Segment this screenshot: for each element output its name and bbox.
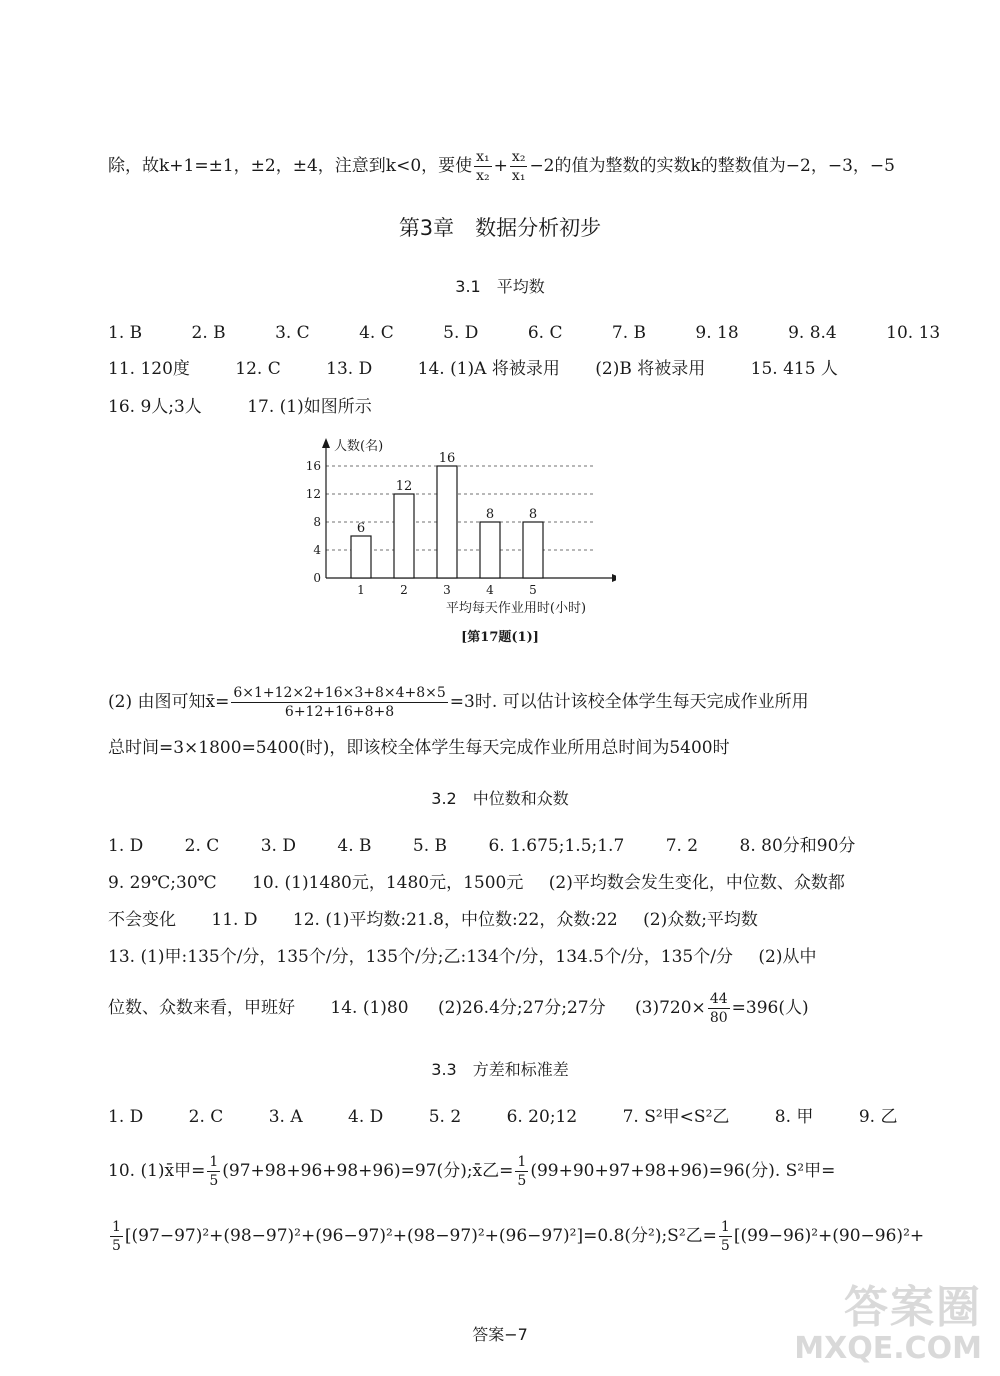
- mean-fraction: [231, 684, 447, 721]
- x-tick-label: 2: [400, 583, 408, 597]
- x-tick-label: 5: [529, 583, 537, 597]
- answer-item: 位数、众数来看，甲班好: [108, 998, 295, 1018]
- fraction-one-fifth: [207, 1153, 220, 1190]
- answer-item: 13. (1)甲:135个/分，135个/分，135个/分;乙:134个/分，134.5个/分，135个/分: [108, 947, 733, 967]
- answer-row: [108, 990, 809, 1027]
- x-axis-arrow: [612, 574, 616, 582]
- y-tick-label: 16: [305, 459, 321, 473]
- answer-item: 3. C: [275, 323, 310, 343]
- fraction-one-fifth: [515, 1153, 528, 1190]
- bar: [394, 494, 414, 578]
- intro-text-pre: 除，故k+1=±1，±2，±4，注意到k<0，要使: [108, 156, 473, 176]
- answer-item: 7. 2: [665, 836, 699, 856]
- frac-num: 1: [112, 1219, 121, 1235]
- answer-item: 3. A: [268, 1107, 303, 1127]
- answer-row: [108, 1153, 835, 1190]
- answer-item: 4. D: [348, 1107, 384, 1127]
- fraction-one-fifth: [110, 1218, 123, 1255]
- answer-item: (2)26.4分;27分;27分: [437, 998, 606, 1018]
- fraction-one-fifth: [719, 1218, 732, 1255]
- frac-den: x₁: [511, 168, 526, 184]
- x-tick-label: 4: [486, 583, 494, 597]
- y-tick-label: 12: [305, 487, 321, 501]
- frac-den: 5: [112, 1238, 121, 1254]
- answer-item: 13. D: [326, 359, 373, 379]
- section-title-3-2: 3.2 中位数和众数: [431, 789, 569, 808]
- frac-den: 6+12+16+8+8: [284, 704, 395, 720]
- answer-item: 17. (1)如图所示: [247, 397, 372, 417]
- x-tick-label: 1: [357, 583, 365, 597]
- answer-row: [108, 1106, 897, 1128]
- x-tick-label: 3: [443, 583, 451, 597]
- answer-row: [108, 835, 855, 857]
- answer-item: [(99−96)²+(90−96)²+: [733, 1226, 925, 1246]
- answer-item: 7. S²甲<S²乙: [622, 1107, 730, 1127]
- answer-item: 8. 80分和90分: [739, 836, 856, 856]
- answer-row: [108, 1218, 924, 1255]
- bar: [437, 466, 457, 578]
- chart-caption: [第17题(1)]: [461, 630, 539, 645]
- answer-item: 9. 乙: [858, 1107, 898, 1127]
- section-title-3-1: 3.1 平均数: [455, 277, 545, 296]
- frac-den: 5: [720, 1238, 730, 1254]
- answer-item: 5. D: [443, 323, 479, 343]
- y-tick-label: 0: [313, 571, 321, 585]
- bar-chart: [296, 436, 616, 656]
- answer-item: 6. 1.675;1.5;1.7: [488, 836, 625, 856]
- answer-item: 2. B: [191, 323, 226, 343]
- answer-item: =396(人): [731, 998, 809, 1018]
- answer-item: 5. 2: [428, 1107, 462, 1127]
- frac-num: 1: [209, 1154, 219, 1170]
- bar-value-label: 8: [485, 507, 495, 522]
- bar-value-label: 6: [356, 521, 366, 536]
- frac-num: 6×1+12×2+16×3+8×4+8×5: [233, 685, 446, 701]
- chapter-title: 第3章 数据分析初步: [398, 216, 602, 240]
- y-tick-label: 4: [313, 543, 321, 557]
- intro-line: [108, 148, 895, 185]
- answer-row: [108, 358, 838, 380]
- answer-item: 9. 29℃;30℃: [108, 873, 217, 893]
- answer-row: [108, 396, 372, 418]
- y-tick-label: 8: [313, 515, 321, 529]
- frac-den: 5: [517, 1173, 527, 1189]
- answer-item: (2)B 将被录用: [595, 359, 706, 379]
- bar: [523, 522, 543, 578]
- answer-row: [108, 322, 940, 344]
- answer-item: (97+98+96+98+96)=97(分);x̄乙=: [222, 1161, 514, 1181]
- answer-item: 1. D: [108, 836, 144, 856]
- answer-item: 14. (1)80: [330, 998, 409, 1018]
- answer-item: 15. 415 人: [750, 359, 838, 379]
- answer-item: 6. C: [527, 323, 563, 343]
- frac-den: 80: [709, 1010, 728, 1026]
- answer-item: 3. D: [260, 836, 296, 856]
- answer-row: [108, 946, 816, 968]
- y-axis-arrow: [322, 438, 330, 448]
- answer-item: 14. (1)A 将被录用: [417, 359, 560, 379]
- answer-item: (2)众数;平均数: [643, 910, 758, 930]
- solution-line: 总时间=3×1800=5400(时)，即该校全体学生每天完成作业所用总时间为5400时: [108, 738, 730, 758]
- answer-item: 7. B: [611, 323, 646, 343]
- fraction-44-80: [708, 990, 730, 1027]
- answer-item: (2)平均数会发生变化，中位数、众数都: [548, 873, 845, 893]
- section-title-3-3: 3.3 方差和标准差: [431, 1060, 569, 1079]
- answer-item: 不会变化: [108, 910, 176, 930]
- answer-item: 11. D: [211, 910, 258, 930]
- plus-sign: +: [493, 156, 508, 176]
- fraction-x1-x2: [474, 148, 492, 185]
- frac-num: 1: [720, 1219, 730, 1235]
- bar-value-label: 8: [528, 507, 538, 522]
- answer-item: 11. 120度: [108, 359, 190, 379]
- bar: [351, 536, 371, 578]
- answer-item: 10. 13: [886, 323, 941, 343]
- answer-item: 9. 18: [695, 323, 739, 343]
- answer-item: (99+90+97+98+96)=96(分). S²甲=: [530, 1161, 836, 1181]
- watermark-text: 答案圈: [844, 1282, 982, 1333]
- x-axis-label: 平均每天作业用时(小时): [445, 601, 587, 616]
- answer-item: (2)从中: [758, 947, 817, 967]
- answer-item: 1. B: [108, 323, 143, 343]
- frac-num: x₁: [476, 149, 490, 165]
- frac-den: 5: [209, 1173, 219, 1189]
- answer-item: 10. (1)1480元，1480元，1500元: [252, 873, 524, 893]
- answer-item: 5. B: [412, 836, 448, 856]
- bar: [480, 522, 500, 578]
- answer-item: 4. B: [337, 836, 372, 856]
- intro-text-post: −2的值为整数的实数k的整数值为−2，−3，−5: [529, 156, 895, 176]
- answer-item: 12. C: [235, 359, 281, 379]
- frac-num: 1: [517, 1154, 527, 1170]
- watermark-logo: [794, 1284, 982, 1366]
- solution-text: (2) 由图可知x̄=: [108, 692, 230, 712]
- answer-item: 2. C: [188, 1107, 224, 1127]
- answer-item: 12. (1)平均数:21.8，中位数:22，众数:22: [292, 910, 618, 930]
- answer-item: 10. (1)x̄甲=: [108, 1161, 206, 1181]
- answer-item: 9. 8.4: [788, 323, 837, 343]
- solution-text: =3时. 可以估计该校全体学生每天完成作业所用: [449, 692, 809, 712]
- solution-line: [108, 684, 809, 721]
- answer-row: [108, 872, 845, 894]
- frac-num: x₂: [511, 149, 526, 165]
- answer-item: 2. C: [184, 836, 220, 856]
- answer-row: [108, 909, 758, 931]
- answer-item: 16. 9人;3人: [108, 397, 202, 417]
- answer-item: 6. 20;12: [506, 1107, 578, 1127]
- frac-den: x₂: [476, 168, 490, 184]
- answer-item: 1. D: [108, 1107, 144, 1127]
- watermark-url: MXQE.COM: [794, 1331, 982, 1366]
- frac-num: 44: [709, 991, 728, 1007]
- answer-item: (3)720×: [635, 998, 706, 1018]
- bar-value-label: 12: [395, 479, 413, 494]
- answer-item: [(97−97)²+(98−97)²+(96−97)²+(98−97)²+(96−97)²]=0.8(分²);S²乙=: [124, 1226, 717, 1246]
- answer-item: 4. C: [359, 323, 394, 343]
- fraction-x2-x1: [510, 148, 528, 185]
- answer-item: 8. 甲: [774, 1107, 814, 1127]
- y-axis-label: 人数(名): [334, 439, 384, 454]
- page-number: 答案−7: [472, 1325, 528, 1344]
- bar-value-label: 16: [438, 451, 456, 466]
- bar-chart-svg: [296, 436, 616, 626]
